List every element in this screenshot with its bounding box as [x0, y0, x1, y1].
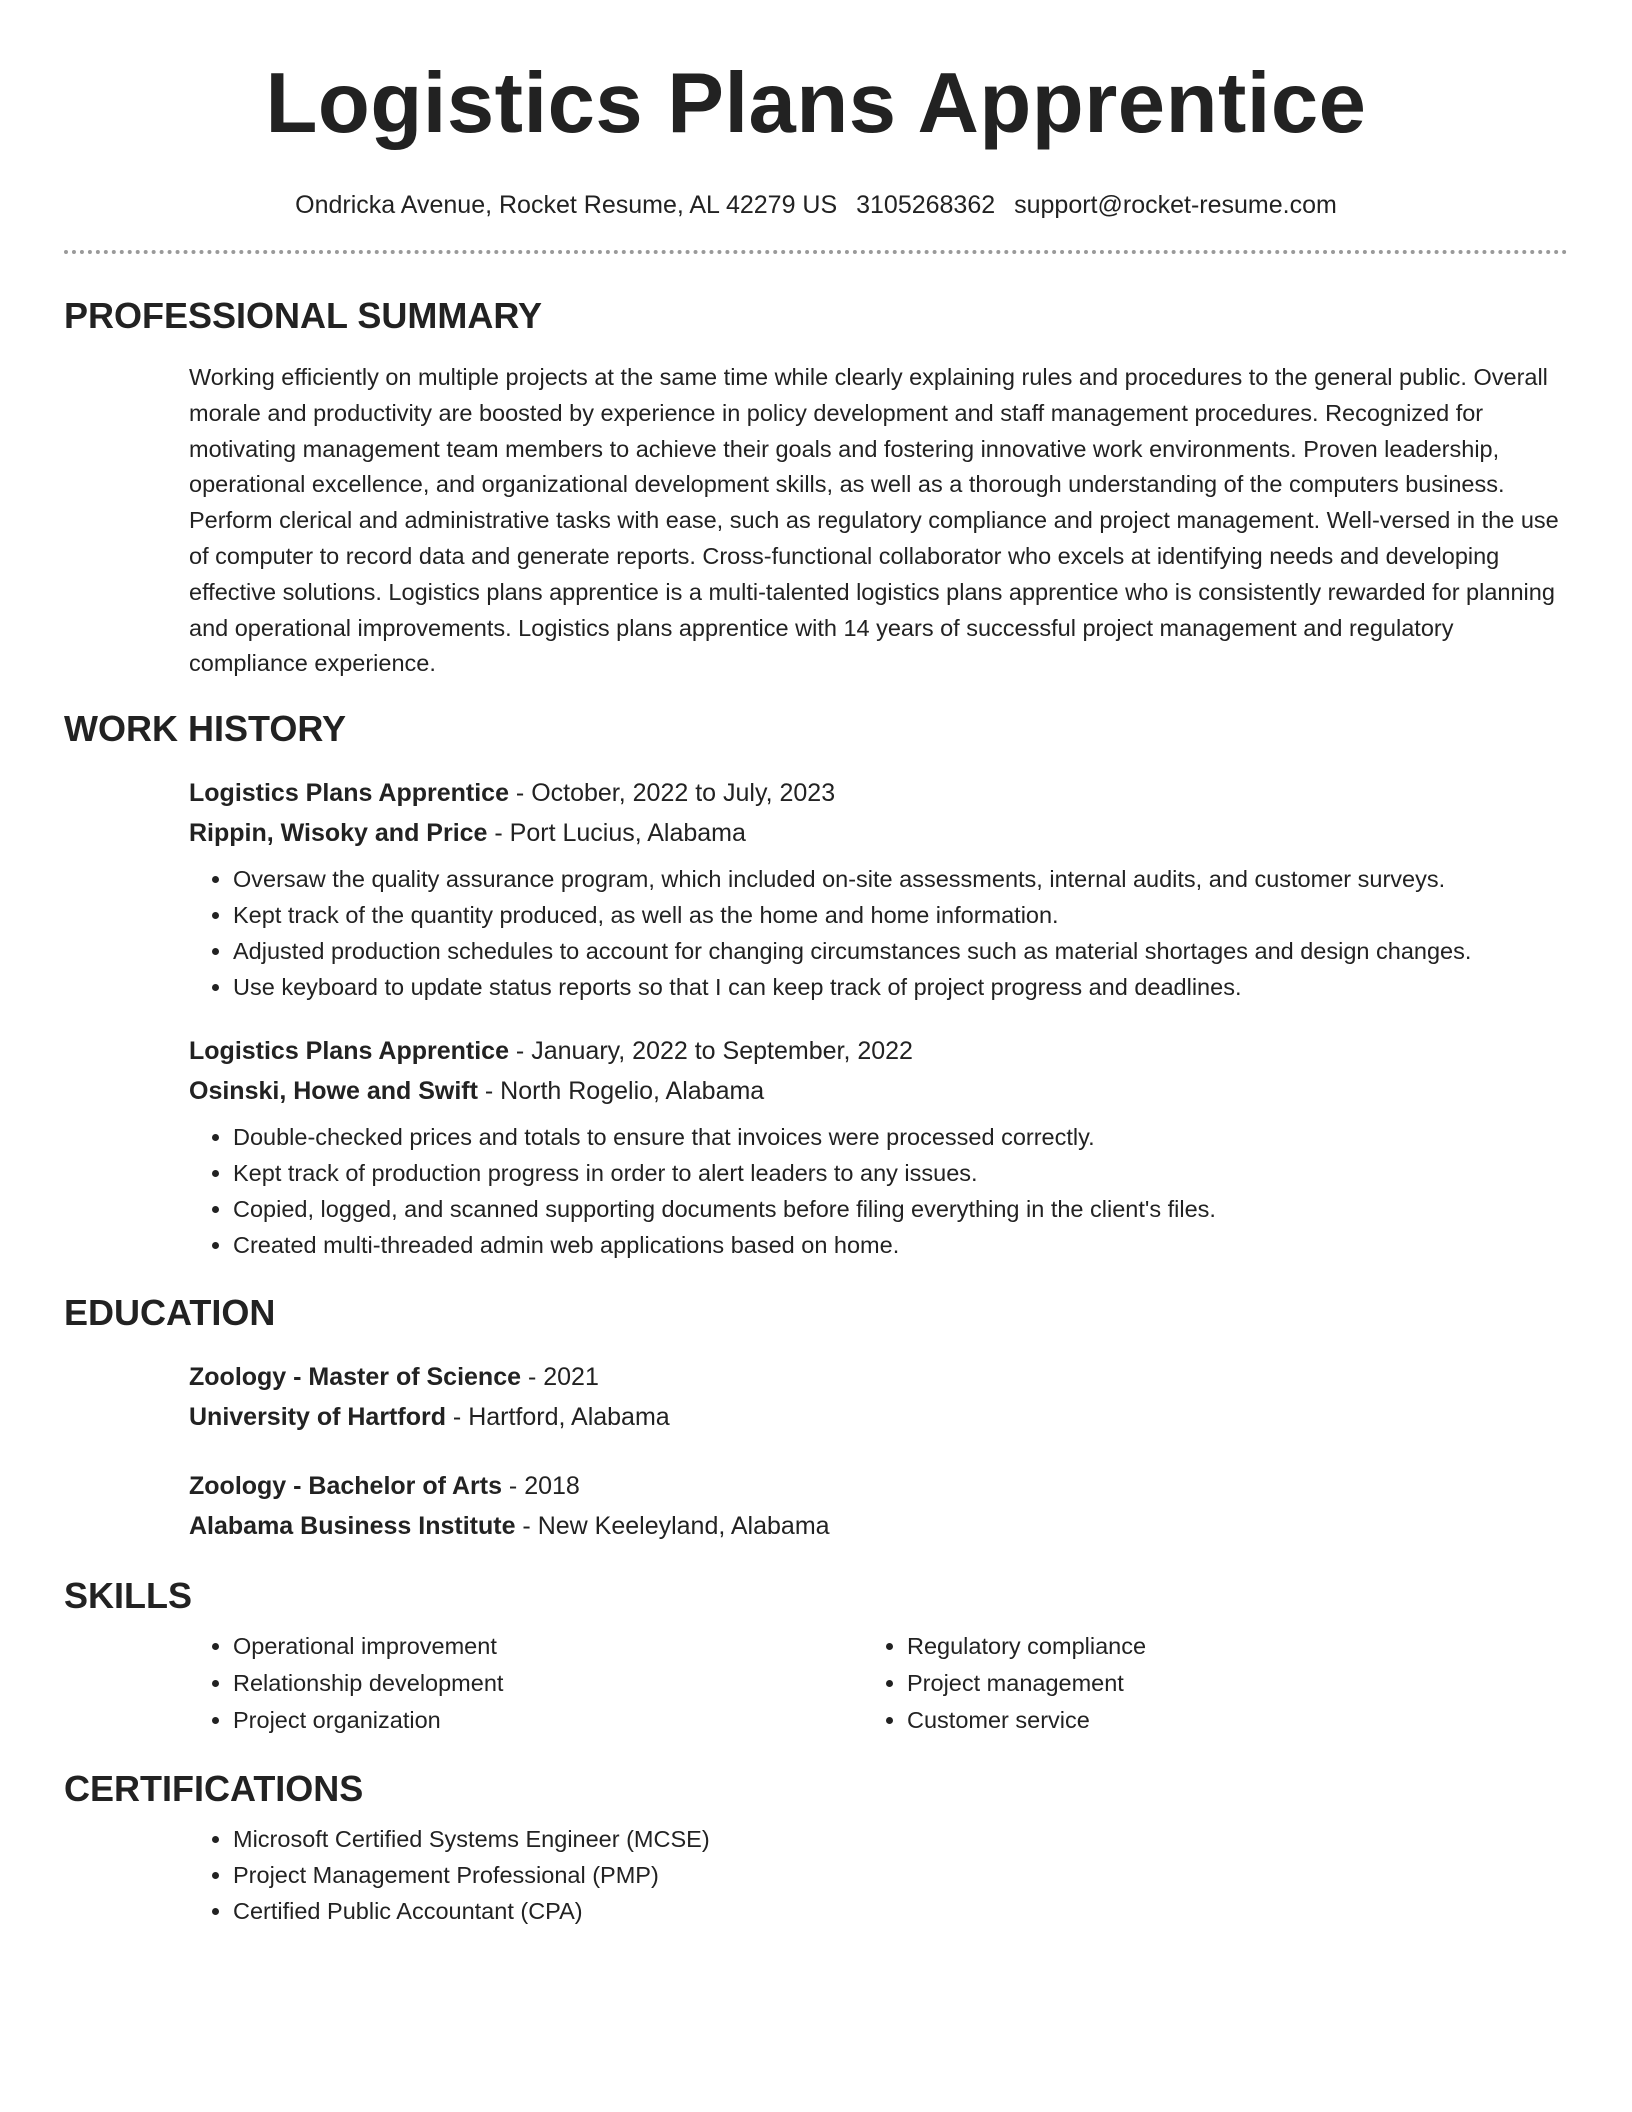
- list-item: • Project organization: [233, 1702, 863, 1739]
- list-item: • Copied, logged, and scanned supporting documents before filing everything in the client's files.: [233, 1191, 1568, 1227]
- list-item: • Created multi-threaded admin web applications based on home.: [233, 1227, 1568, 1263]
- job-location: - North Rogelio, Alabama: [477, 1077, 765, 1106]
- list-item: • Kept track of the quantity produced, as well as the home and home information.: [233, 897, 1568, 933]
- job-entry: [189, 1031, 1568, 1263]
- candidate-name: Logistics Plans Apprentice: [265, 56, 1367, 151]
- degree: Zoology - Bachelor of Arts: [189, 1472, 502, 1501]
- degree-line: [189, 1466, 1568, 1506]
- summary-text: Working efficiently on multiple projects at the same time while clearly explaining rules and procedures to the general public. Overall morale and productivity are boosted by experience in policy development and staff management procedures. Recognized for motivating management team members to achieve their goals and fostering innovative work environments. Proven leadership, operational excellence, and organizational development skills, as well as a thorough understanding of the computers business. Perform clerical and administrative tasks with ease, such as regulatory compliance and project management. Well-versed in the use of computer to record data and generate reports. Cross-functional collaborator who excels at identifying needs and developing effective solutions. Logistics plans apprentice is a multi-talented logistics plans apprentice who is consistently rewarded for planning and operational improvements. Logistics plans apprentice with 14 years of successful project management and regulatory compliance experience.: [189, 364, 1559, 677]
- job-company-line: [189, 813, 1568, 853]
- header-divider: [64, 250, 1568, 254]
- school: Alabama Business Institute: [189, 1512, 516, 1541]
- job-title-line: [189, 1031, 1568, 1071]
- contact-email: support@rocket-resume.com: [1014, 191, 1337, 219]
- job-company: Osinski, Howe and Swift: [189, 1077, 478, 1106]
- list-item: • Project management: [907, 1665, 1537, 1702]
- contact-line: [64, 190, 1568, 220]
- list-item: • Microsoft Certified Systems Engineer (MCSE): [233, 1821, 1568, 1857]
- school-line: [189, 1506, 1568, 1546]
- list-item: • Project Management Professional (PMP): [233, 1857, 1568, 1893]
- list-item: • Use keyboard to update status reports so that I can keep track of project progress and deadlines.: [233, 969, 1568, 1005]
- graduation-year: - 2021: [521, 1363, 599, 1392]
- job-role: Logistics Plans Apprentice: [189, 1037, 509, 1066]
- list-item: • Kept track of production progress in order to alert leaders to any issues.: [233, 1155, 1568, 1191]
- contact-address: Ondricka Avenue, Rocket Resume, AL 42279 US: [295, 191, 838, 219]
- list-item: • Oversaw the quality assurance program, which included on-site assessments, internal audits, and customer surveys.: [233, 861, 1568, 897]
- skills-grid: [189, 1628, 1568, 1739]
- job-duties-list: [189, 1119, 1568, 1263]
- list-item: • Regulatory compliance: [907, 1628, 1537, 1665]
- job-entry: [189, 773, 1568, 1005]
- certifications-list: [189, 1821, 1568, 1929]
- list-item: • Customer service: [907, 1702, 1537, 1739]
- job-dates: - October, 2022 to July, 2023: [508, 779, 836, 808]
- section-title-certifications: CERTIFICATIONS: [64, 1768, 364, 1810]
- education-entry: [189, 1466, 1568, 1546]
- section-title-work: WORK HISTORY: [64, 708, 347, 750]
- contact-phone: 3105268362: [856, 191, 996, 219]
- degree: Zoology - Master of Science: [189, 1363, 522, 1392]
- skills-list-right: [863, 1628, 1537, 1739]
- graduation-year: - 2018: [501, 1472, 580, 1501]
- job-dates: - January, 2022 to September, 2022: [508, 1037, 913, 1066]
- degree-line: [189, 1357, 1568, 1397]
- list-item: • Relationship development: [233, 1665, 863, 1702]
- list-item: • Certified Public Accountant (CPA): [233, 1893, 1568, 1929]
- section-title-skills: SKILLS: [64, 1575, 193, 1617]
- list-item: • Adjusted production schedules to account for changing circumstances such as material shortages and design changes.: [233, 933, 1568, 969]
- job-role: Logistics Plans Apprentice: [189, 779, 509, 808]
- school-location: - Hartford, Alabama: [445, 1403, 670, 1432]
- job-duties-list: [189, 861, 1568, 1005]
- job-company: Rippin, Wisoky and Price: [189, 819, 488, 848]
- school-location: - New Keeleyland, Alabama: [515, 1512, 830, 1541]
- school-line: [189, 1397, 1568, 1437]
- job-location: - Port Lucius, Alabama: [487, 819, 746, 848]
- section-title-education: EDUCATION: [64, 1292, 276, 1334]
- section-title-summary: PROFESSIONAL SUMMARY: [64, 295, 543, 336]
- job-title-line: [189, 773, 1568, 813]
- job-company-line: [189, 1071, 1568, 1111]
- list-item: • Operational improvement: [233, 1628, 863, 1665]
- skills-list-left: [189, 1628, 863, 1739]
- list-item: • Double-checked prices and totals to ensure that invoices were processed correctly.: [233, 1119, 1568, 1155]
- school: University of Hartford: [189, 1403, 446, 1432]
- education-entry: [189, 1357, 1568, 1437]
